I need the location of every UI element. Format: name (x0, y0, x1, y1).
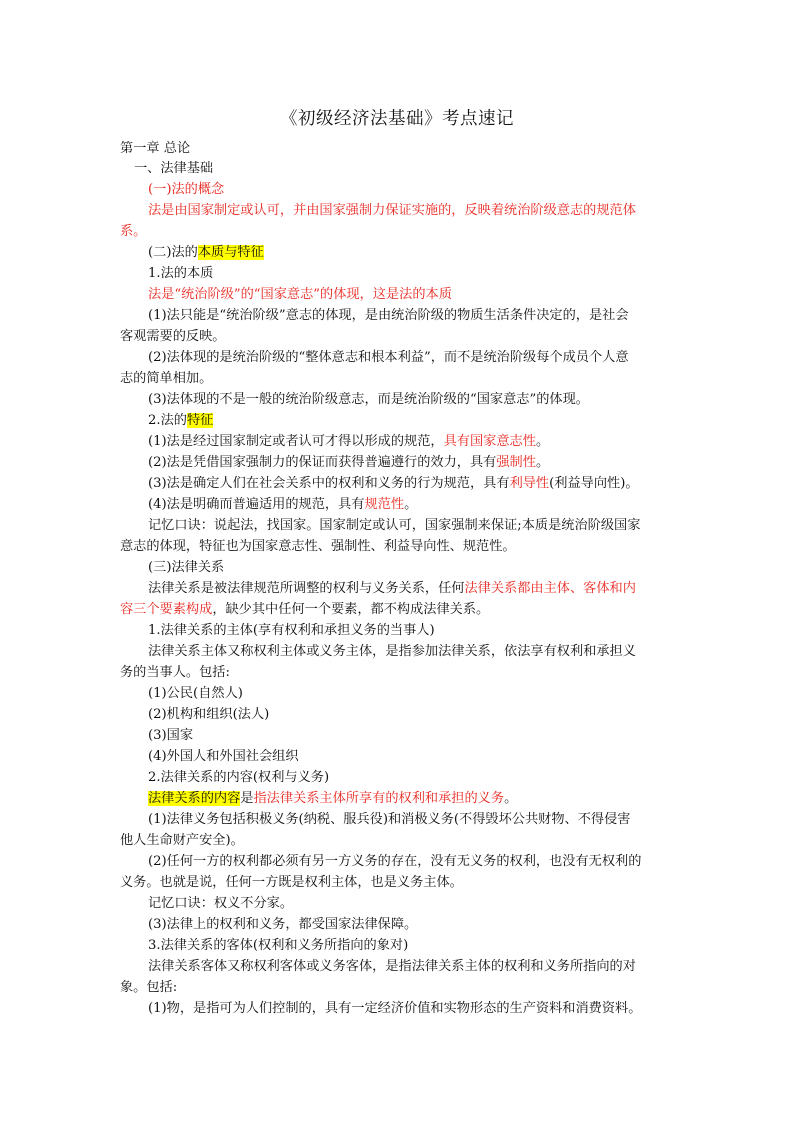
highlighted-text: 特征 (186, 413, 214, 428)
feature-text: 。 (535, 455, 550, 470)
paragraph-line: (3)法体现的不是一般的统治阶级意志，而是统治阶级的“国家意志”的体现。 (148, 392, 589, 407)
object-subheading: 3.法律关系的客体(权利和义务所指向的象对) (148, 938, 409, 953)
feature-text: (1)法是经过国家制定或者认可才得以形成的规范， (148, 434, 444, 449)
feature-item (148, 453, 549, 473)
definition-keyword: 指法律关系主体所享有的权利和承担的义务 (253, 791, 505, 806)
essence-subheading: 1.法的本质 (148, 266, 214, 281)
subject-subheading: 1.法律关系的主体(享有权利和承担义务的当事人) (148, 623, 435, 638)
highlighted-text: 本质与特征 (197, 245, 264, 260)
feature-text: (4)法是明确而普遍适用的规范，具有 (148, 497, 365, 512)
paragraph-line: 义务。也就是说，任何一方既是权利主体，也是义务主体。 (120, 875, 463, 890)
relation-intro-line (148, 579, 636, 599)
paragraph-line: 法律关系主体又称权利主体或义务主体，是指参加法律关系，依法享有权利和承担义 (148, 644, 636, 659)
essence-heading (148, 243, 264, 263)
feature-keyword: 具有国家意志性 (443, 434, 536, 449)
feature-text: 。 (535, 434, 550, 449)
mnemonic-line: 记忆口诀：说起法，找国家。国家制定或认可，国家强制来保证;本质是统治阶级国家 (148, 518, 641, 533)
intro-keyword: 法律关系都由主体、客体和内 (464, 581, 636, 596)
chapter-heading: 第一章 总论 (120, 141, 191, 156)
features-subheading-text: 2.法的 (148, 413, 187, 428)
list-item: (2)机构和组织(法人) (148, 707, 270, 722)
paragraph-line: 志的简单相加。 (120, 371, 213, 386)
feature-keyword: 规范性 (364, 497, 405, 512)
highlighted-text: 法律关系的内容 (148, 791, 241, 806)
concept-heading: (一)法的概念 (148, 182, 225, 197)
paragraph-line: (1)法只能是“统治阶级”意志的体现，是由统治阶级的物质生活条件决定的，是社会 (148, 308, 629, 323)
paragraph-line: 他人生命财产安全)。 (120, 833, 244, 848)
paragraph-line: 客观需要的反映。 (120, 329, 226, 344)
relation-heading: (三)法律关系 (148, 560, 225, 575)
feature-item (148, 495, 417, 515)
content-definition (148, 789, 517, 809)
feature-keyword: 强制性 (496, 455, 536, 470)
mnemonic-line: 记忆口诀：权义不分家。 (148, 896, 294, 911)
features-subheading (148, 411, 213, 431)
intro-keyword: 容三个要素构成 (120, 602, 213, 617)
content-subheading: 2.法律关系的内容(权利与义务) (148, 770, 330, 785)
paragraph-line: (1)物，是指可为人们控制的，具有一定经济价值和实物形态的生产资料和消费资料。 (148, 1001, 642, 1016)
paragraph-line: (3)法律上的权利和义务，都受国家法律保障。 (148, 917, 418, 932)
definition-text: 。 (504, 791, 518, 806)
paragraph-line: (2)法体现的是统治阶级的“整体意志和根本利益”，而不是统治阶级每个成员个人意 (148, 350, 629, 365)
intro-text: 法律关系是被法律规范所调整的权利与义务关系，任何 (148, 581, 465, 596)
definition-text: 是 (240, 791, 254, 806)
feature-text: 。 (404, 497, 418, 512)
concept-definition-line: 系。 (120, 224, 147, 239)
feature-item (148, 474, 639, 494)
paragraph-line: 务的当事人。包括: (120, 665, 230, 680)
essence-heading-text: (二)法的 (148, 245, 198, 260)
feature-keyword: 利导性 (509, 476, 550, 491)
list-item: (1)公民(自然人) (148, 686, 243, 701)
paragraph-line: 法律关系客体又称权利客体或义务客体，是指法律关系主体的权利和义务所指向的对 (148, 959, 636, 974)
essence-key-statement: 法是“统治阶级”的“国家意志”的体现，这是法的本质 (148, 287, 452, 302)
paragraph-line: (2)任何一方的权利都必须有另一方义务的存在，没有无义务的权利，也没有无权利的 (148, 854, 642, 869)
relation-intro-line (120, 600, 489, 620)
list-item: (4)外国人和外国社会组织 (148, 749, 299, 764)
feature-text: (利益导向性)。 (549, 476, 639, 491)
section-heading: 一、法律基础 (134, 161, 214, 176)
feature-item (148, 432, 549, 452)
feature-text: (3)法是确定人们在社会关系中的权利和义务的行为规范，具有 (148, 476, 510, 491)
list-item: (3)国家 (148, 728, 194, 743)
intro-text: ，缺少其中任何一个要素，都不构成法律关系。 (212, 602, 490, 617)
concept-definition-line: 法是由国家制定或认可，并由国家强制力保证实施的，反映着统治阶级意志的规范体 (148, 203, 636, 218)
paragraph-line: (1)法律义务包括积极义务(纳税、服兵役)和消极义务(不得毁坏公共财物、不得侵害 (148, 812, 631, 827)
feature-text: (2)法是凭借国家强制力的保证而获得普遍遵行的效力，具有 (148, 455, 497, 470)
mnemonic-line: 意志的体现，特征也为国家意志性、强制性、利益导向性、规范性。 (120, 539, 516, 554)
paragraph-line: 象。包括: (120, 980, 178, 995)
page-title: 《初级经济法基础》考点速记 (280, 109, 514, 129)
